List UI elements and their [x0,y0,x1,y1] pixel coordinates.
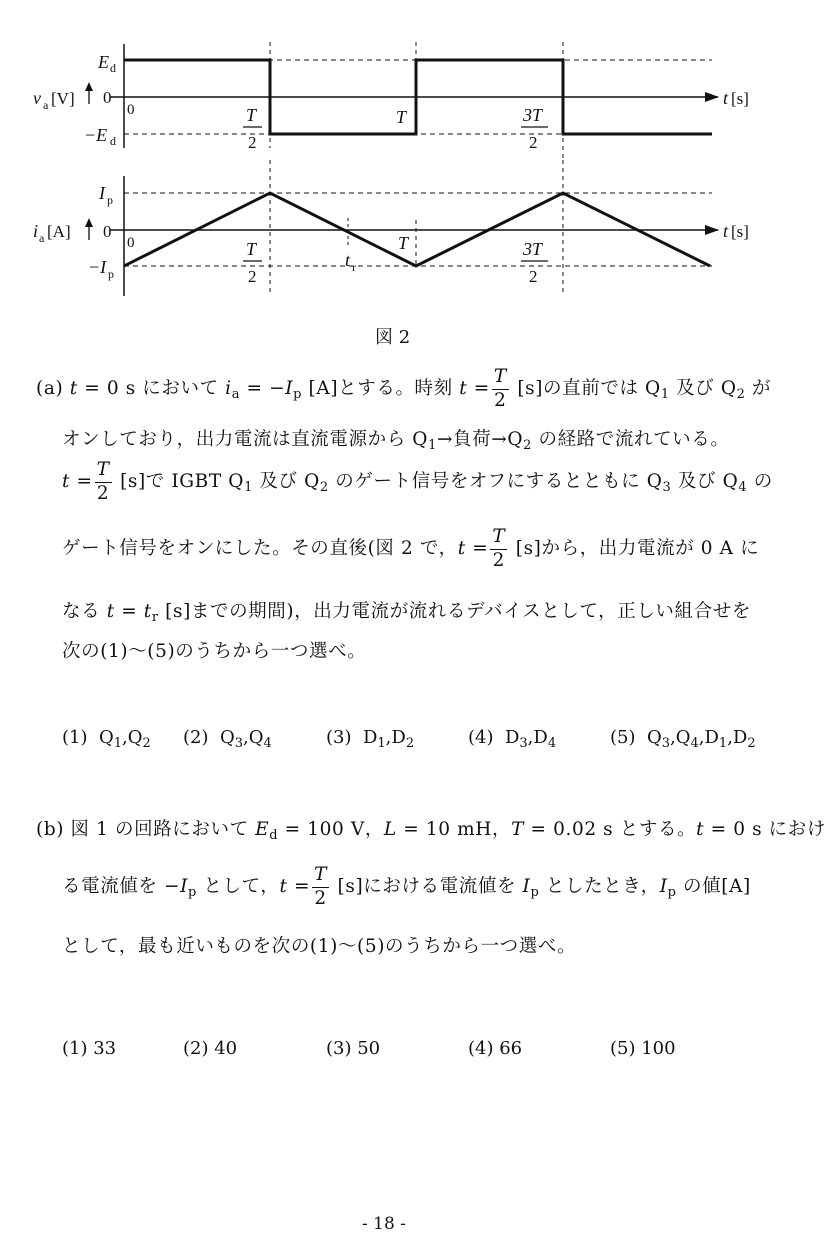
qa-sub: 1 [428,438,437,453]
choice-sub: 2 [142,736,151,751]
choice-sub: 2 [747,736,756,751]
qb-sub: d [269,828,279,843]
qa-frac [492,368,509,410]
va-zero-label: 0 [103,88,112,107]
qb-text: の値[A] [676,876,751,897]
frac-num: T [314,864,328,885]
figure-2-waveforms [0,0,792,300]
qa-line-4 [62,528,759,570]
ia-up-arrow-head [85,218,93,227]
va-tunit: [s] [731,89,749,108]
qb-text: として， [196,876,280,897]
frac-num: T [493,366,507,387]
qb-text: = 100 V， [278,819,384,840]
ia-tlabel: t [723,221,729,241]
ia-top-sub: p [107,193,113,207]
va-tlabel: t [723,88,729,108]
va-xT: T [396,107,407,127]
qb-line-3: として，最も近いものを次の(1)～(5)のうちから一つ選べ。 [62,936,577,957]
choice-text: Q [219,727,235,748]
qb-choice-3[interactable] [326,1038,380,1059]
qb-choice-5[interactable] [610,1038,676,1059]
qa-var-t: t [69,378,78,399]
qa-text: = − [240,378,286,399]
qb-var-I: I [180,876,189,897]
qa-var-t: t [106,601,115,622]
frac-num: T [96,459,110,480]
qa-sub: 1 [244,480,253,495]
qa-sub: 2 [736,387,746,402]
ia-tunit: [s] [731,222,749,241]
va-ylabel: v [33,88,41,108]
choice-text: ,Q [122,727,143,748]
qa-sub: 3 [662,480,672,495]
ia-tr-sub: r [352,260,356,274]
qb-choice-2[interactable] [183,1038,237,1059]
qb-choice-4[interactable] [468,1038,522,1059]
qa-frac [490,528,507,570]
qa-text: の [747,471,773,492]
qb-text: としたとき， [539,876,660,897]
va-bot-sub: d [110,134,116,148]
qb-line-2 [62,866,751,908]
qa-frac [95,461,112,503]
qa-text: のゲート信号をオフにするとともに Q [328,471,663,492]
choice-num: (3) [326,727,352,748]
qa-sub: a [231,387,241,402]
qb-var-L: L [383,819,397,840]
qb-text: = [287,876,311,897]
qb-var-T: T [511,819,525,840]
ia-xT: T [398,233,409,253]
qb-text: る電流値を − [62,876,181,897]
qa-text: なる [62,601,107,622]
qa-choices [62,727,782,757]
qb-choices [62,1038,782,1068]
ia-bot-label: −I [88,257,107,277]
qa-sub: 2 [523,438,532,453]
qa-text: 及び Q [671,471,739,492]
ia-xhalf-num: T [246,239,257,259]
va-chart [33,42,749,160]
qa-text: = [70,471,93,492]
ia-chart [33,160,749,296]
qa-var-t: t [143,601,152,622]
choice-sub: 3 [234,736,243,751]
qb-line-1 [36,815,826,843]
ia-yunit: [A] [47,222,71,241]
qa-sub: 1 [660,387,670,402]
qa-text: = [467,378,490,399]
qa-line-6: 次の(1)～(5)のうちから一つ選べ。 [62,641,367,662]
choice-text: Q [646,727,662,748]
choice-text: D [504,727,520,748]
frac-den: 2 [492,389,509,411]
qa-text: [A]とする。時刻 [302,378,460,399]
va-xhalf-den: 2 [248,133,257,152]
qa-var-I: I [285,378,294,399]
qa-choice-3[interactable] [326,727,414,751]
va-top-sub: d [110,61,116,75]
qa-var-t: t [459,378,468,399]
qa-text: 及び Q [669,378,737,399]
va-xhalf-num: T [246,105,257,125]
qb-var-t: t [696,819,705,840]
ia-x3half-den: 2 [529,267,538,286]
ia-tr-label: t [345,250,351,270]
choice-num: (5) [610,1038,636,1059]
frac-den: 2 [95,482,112,504]
choice-num: (4) [468,1038,494,1059]
qa-text: [s]から，出力電流が 0 A に [509,538,760,559]
ia-ylabel: i [33,221,39,241]
choice-text: 33 [93,1038,117,1059]
qa-text: の経路で流れている。 [531,429,730,450]
qb-text: = 0 s におけ [704,819,826,840]
qb-var-I: I [522,876,531,897]
qb-sub: p [667,885,677,900]
choice-num: (1) [62,1038,88,1059]
choice-text: D [362,727,378,748]
qa-choice-5[interactable] [610,727,756,751]
choice-text: 40 [214,1038,238,1059]
ia-x3half-num: 3T [523,239,543,259]
va-bot-label: −E [84,125,108,145]
qb-sub: p [188,885,197,900]
qb-var-E: E [255,819,270,840]
va-x3half-den: 2 [529,133,538,152]
va-ylabel-sub: a [43,98,49,112]
qa-text: →負荷→Q [436,429,524,450]
qa-text: オンしており，出力電流は直流電源から Q [62,429,429,450]
ia-top-label: I [99,183,105,203]
choice-text: ,D [527,727,548,748]
choice-num: (2) [183,727,209,748]
choice-num: (4) [468,727,494,748]
qb-text: = 0.02 s とする。 [524,819,697,840]
figure-caption: 図 2 [375,327,411,348]
qb-text: [s]における電流値を [331,876,523,897]
ia-xhalf-den: 2 [248,267,257,286]
choice-text: 100 [641,1038,676,1059]
frac-den: 2 [490,549,507,571]
qa-sub: p [293,387,303,402]
qa-text: = 0 s において [77,378,226,399]
qb-var-I: I [659,876,668,897]
choice-sub: 1 [113,736,122,751]
choice-sub: 3 [661,736,670,751]
va-origin-label: 0 [127,102,135,118]
qa-line-3 [62,461,773,503]
qb-label: (b) [36,819,65,840]
ia-ylabel-sub: a [39,231,45,245]
choice-sub: 1 [718,736,728,751]
qa-text: = [465,538,489,559]
choice-num: (2) [183,1038,209,1059]
qb-text: 図 1 の回路において [64,819,256,840]
qa-choice-2[interactable] [183,727,272,751]
qb-var-t: t [279,876,288,897]
qa-line-1 [36,368,771,410]
page-number: - 18 - [362,1214,406,1234]
frac-num: T [492,526,506,547]
choice-sub: 1 [377,736,386,751]
qa-line-2 [62,425,729,453]
choice-sub: 2 [405,736,415,751]
va-yunit: [V] [51,89,75,108]
qa-sub: 2 [319,480,329,495]
qa-text: ゲート信号をオンにした。その直後(図 2 で， [62,538,458,559]
qb-text: = 10 mH， [396,819,512,840]
choice-sub: 3 [519,736,528,751]
choice-text: ,Q [243,727,264,748]
frac-den: 2 [312,887,329,909]
choice-sub: 4 [547,736,557,751]
ia-origin-label: 0 [127,235,135,251]
choice-text: ,D [727,727,748,748]
qa-var-t: t [457,538,466,559]
choice-num: (1) [62,727,88,748]
choice-text: 50 [357,1038,381,1059]
qa-var-i: i [225,378,232,399]
qa-text: [s]までの期間)，出力電流が流れるデバイスとして，正しい組合せを [158,601,751,622]
choice-sub: 4 [263,736,272,751]
va-top-label: E [98,52,109,72]
choice-text: ,D [385,727,406,748]
qb-choice-1[interactable] [62,1038,116,1059]
qa-choice-4[interactable] [468,727,556,751]
va-x3half-num: 3T [523,105,543,125]
choice-num: (3) [326,1038,352,1059]
qa-var-t: t [62,471,71,492]
qa-text: [s]の直前では Q [510,378,661,399]
qa-text: が [745,378,772,399]
qa-choice-1[interactable] [62,727,151,751]
choice-text: Q [98,727,114,748]
qb-sub: p [530,885,540,900]
choice-text: 66 [499,1038,523,1059]
ia-zero-label: 0 [103,222,112,241]
qa-line-5 [62,597,751,625]
choice-text: ,Q [670,727,691,748]
va-up-arrow-head [85,82,93,91]
qa-text: = [114,601,144,622]
choice-sub: 4 [690,736,699,751]
qa-text: [s]で IGBT Q [113,471,245,492]
choice-num: (5) [610,727,636,748]
qa-sub: 4 [738,480,748,495]
qb-frac [312,866,329,908]
qa-label: (a) [36,378,64,399]
ia-bot-sub: p [108,267,114,281]
qa-sub: r [151,610,159,625]
qa-text: 及び Q [252,471,320,492]
choice-text: ,D [698,727,719,748]
